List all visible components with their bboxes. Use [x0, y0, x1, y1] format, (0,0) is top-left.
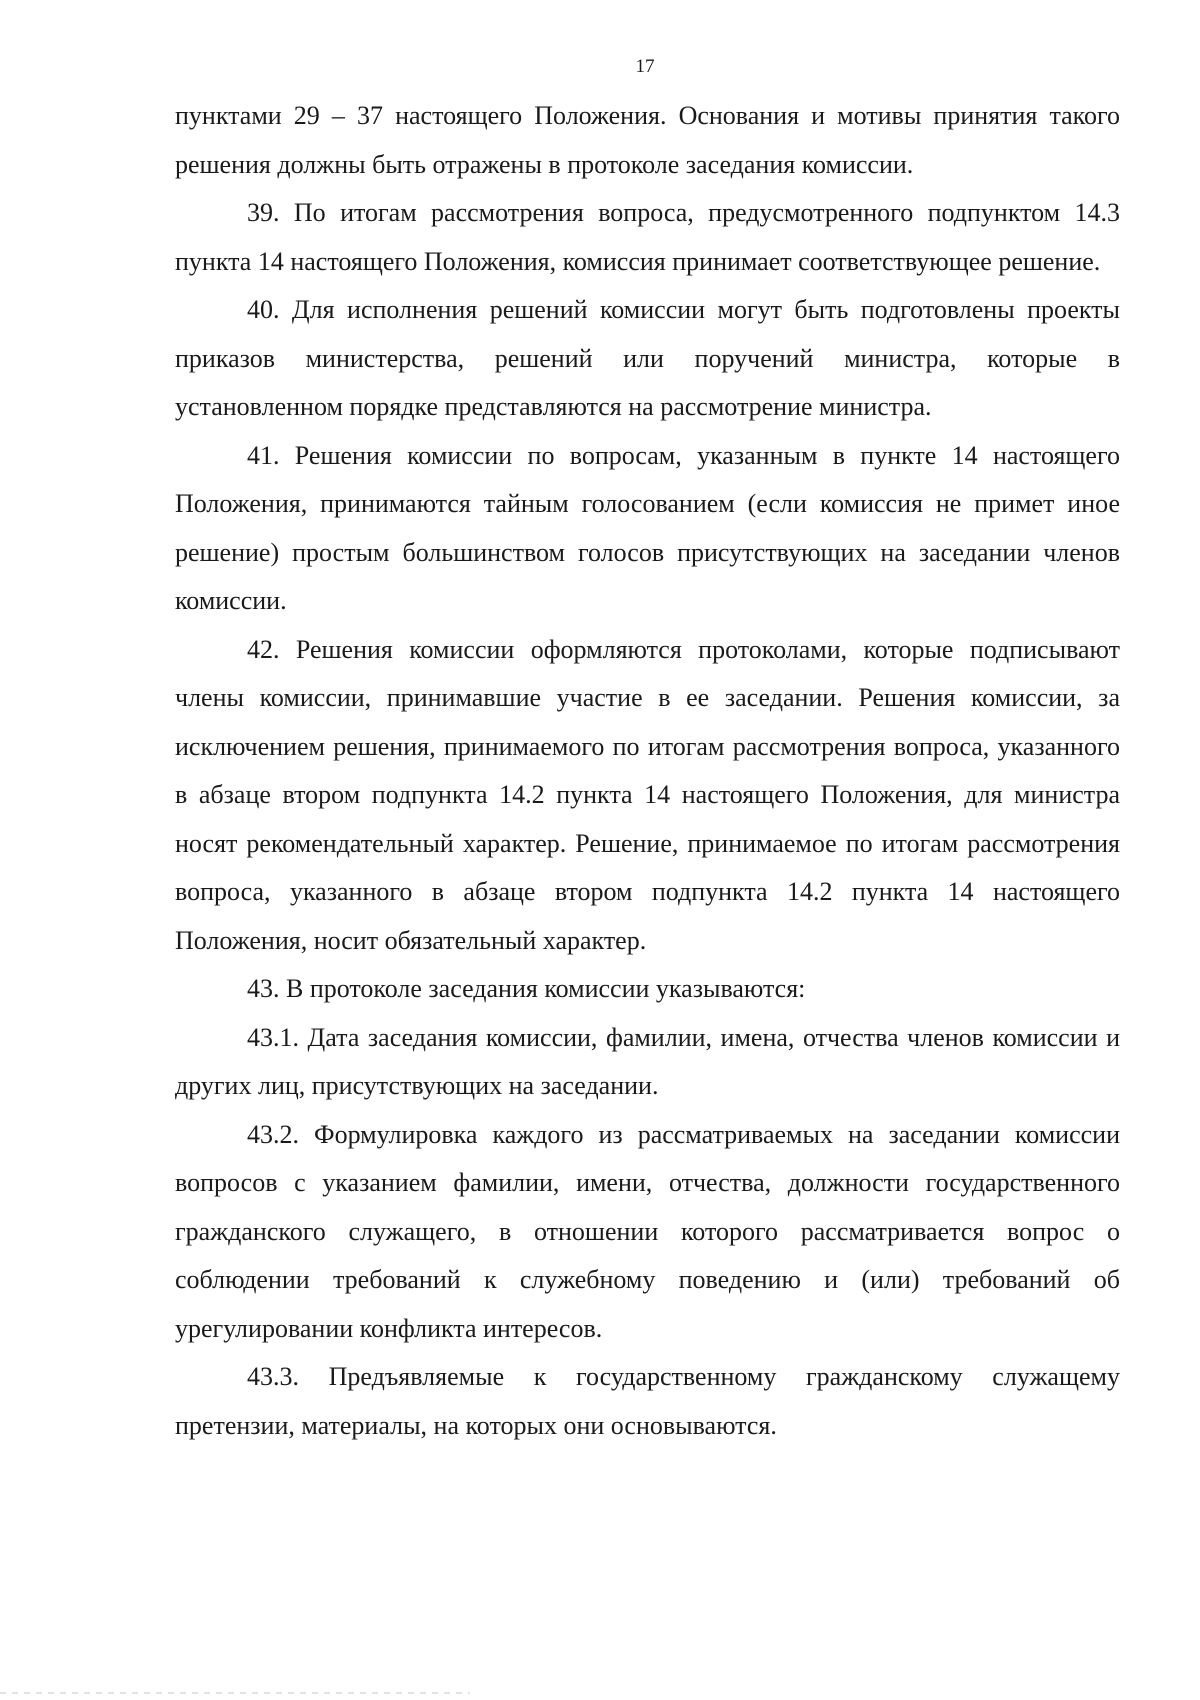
- paragraph-continuation: пунктами 29 – 37 настоящего Положения. Основания и мотивы принятия такого решения должны быть отражены в протоколе заседания комиссии.: [175, 101, 1120, 179]
- paragraph-43-1: 43.1. Дата заседания комиссии, фамилии, имена, отчества членов комиссии и других лиц, присутствующих на заседании.: [175, 1022, 1120, 1100]
- scan-artifact-line: [0, 1692, 470, 1694]
- paragraph-43-3: 43.3. Предъявляемые к государственному гражданскому служащему претензии, материалы, на которых они основываются.: [175, 1362, 1120, 1440]
- paragraph-43: 43. В протоколе заседания комиссии указываются:: [247, 974, 806, 1003]
- paragraph-43-2: 43.2. Формулировка каждого из рассматриваемых на заседании комиссии вопросов с указанием фамилии, имени, отчества, должности государственного гражданского служащего, в отношении которого рассматривается вопрос о соблюдении требований к служебному поведению и (или) требований об урегулировании конфликта интересов.: [175, 1119, 1120, 1343]
- page-number: 17: [635, 56, 655, 77]
- paragraph-39: 39. По итогам рассмотрения вопроса, предусмотренного подпунктом 14.3 пункта 14 настоящего Положения, комиссия принимает соответствующее решение.: [175, 198, 1120, 276]
- paragraph-42: 42. Решения комиссии оформляются протоколами, которые подписывают члены комиссии, принимавшие участие в ее заседании. Решения комиссии, за исключением решения, принимаемого по итогам рассмотрения вопроса, указанного в абзаце втором подпункта 14.2 пункта 14 настоящего Положения, для министра носят рекомендательный характер. Решение, принимаемое по итогам рассмотрения вопроса, указанного в абзаце втором подпункта 14.2 пункта 14 настоящего Положения, носит обязательный характер.: [175, 634, 1120, 955]
- paragraph-40: 40. Для исполнения решений комиссии могут быть подготовлены проекты приказов министерства, решений или поручений министра, которые в установленном порядке представляются на рассмотрение министра.: [175, 295, 1120, 421]
- paragraph-41: 41. Решения комиссии по вопросам, указанным в пункте 14 настоящего Положения, принимаются тайным голосованием (если комиссия не примет иное решение) простым большинством голосов присутствующих на заседании членов комиссии.: [175, 440, 1120, 615]
- document-body: [175, 92, 1120, 1450]
